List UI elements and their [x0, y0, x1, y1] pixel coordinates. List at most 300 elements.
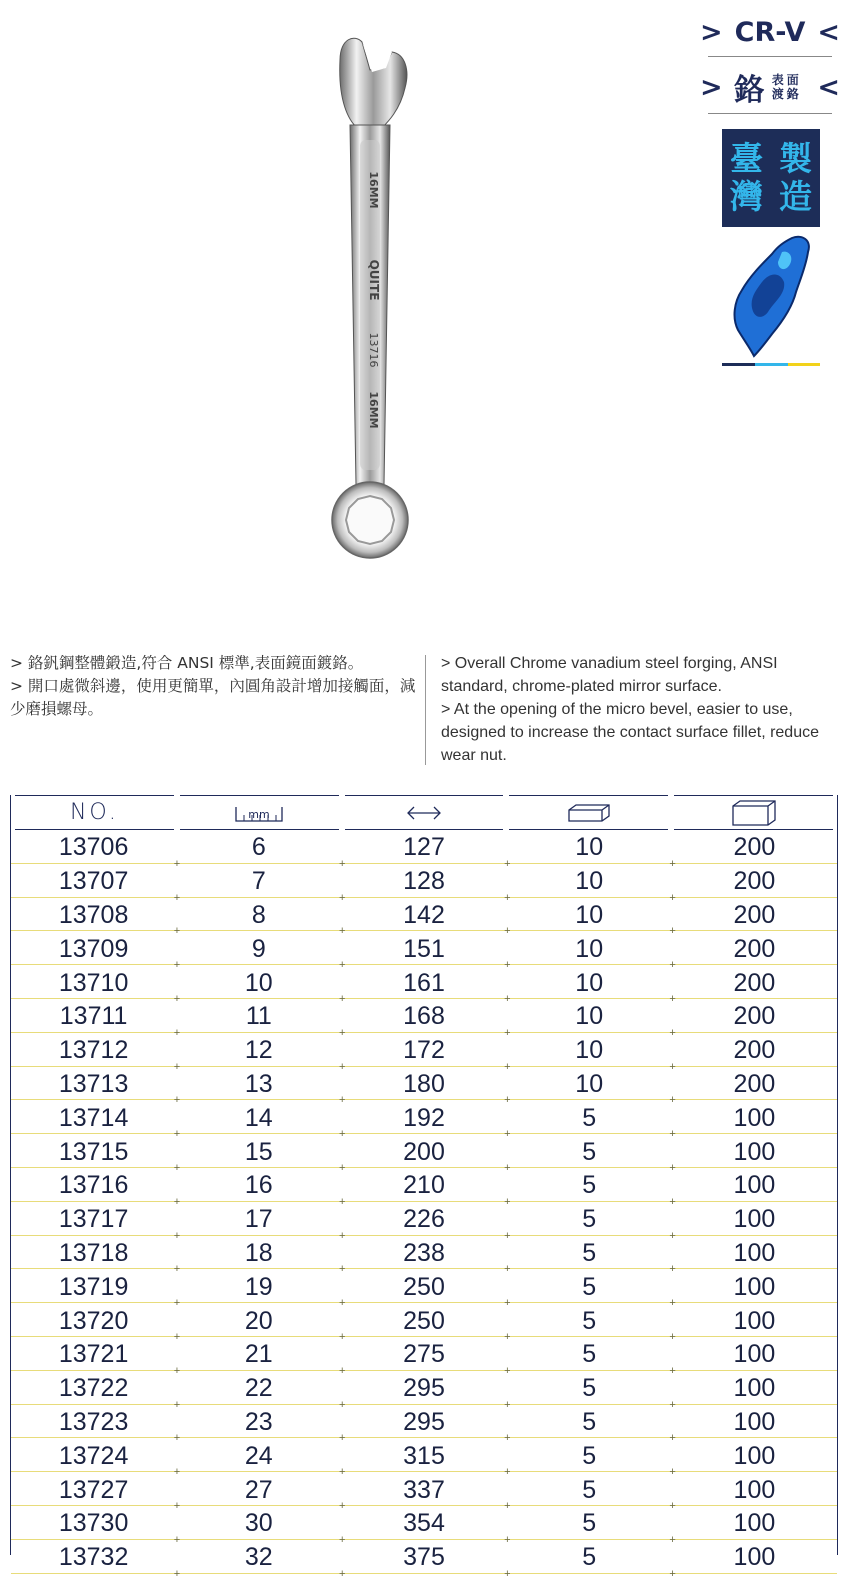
cell-item-number — [11, 1405, 181, 1445]
cell-size-mm — [176, 898, 346, 938]
cell-size-mm — [176, 1134, 346, 1174]
cell-carton-qty — [672, 1405, 837, 1438]
cell-length — [341, 1067, 511, 1107]
cell-length — [341, 1269, 511, 1310]
cell-value: 226 — [403, 1205, 445, 1234]
cell-value: 238 — [403, 1238, 445, 1267]
cell-value: 200 — [733, 1069, 776, 1098]
table-row — [11, 1438, 837, 1479]
cell-value: 354 — [403, 1509, 445, 1538]
cell-carton-qty — [672, 1236, 837, 1269]
grid-plus-mark: + — [669, 1466, 676, 1479]
cell-value: 10 — [575, 968, 604, 997]
cell-length — [341, 1472, 511, 1512]
grid-plus-mark: + — [504, 1499, 511, 1512]
cell-value: 13724 — [58, 1441, 129, 1470]
cell-value: 5 — [582, 1374, 597, 1403]
grid-plus-mark: + — [338, 1263, 346, 1276]
grid-plus-mark: + — [338, 925, 346, 938]
grid-plus-mark: + — [504, 1161, 511, 1174]
grid-plus-mark: + — [669, 857, 676, 870]
cell-size-mm — [176, 1438, 346, 1479]
cell-carton-qty — [672, 1472, 837, 1505]
taiwan-char-2: 製 — [779, 139, 812, 178]
grid-plus-mark: + — [173, 925, 181, 938]
grid-plus-mark: + — [669, 891, 676, 904]
cell-value: 13711 — [59, 1002, 128, 1031]
cell-carton-qty — [672, 1168, 837, 1201]
cell-inner-box-qty — [507, 1405, 676, 1445]
grid-plus-mark: + — [504, 1026, 511, 1039]
cell-value: 13717 — [58, 1205, 129, 1234]
cell-size-mm — [176, 1506, 346, 1546]
table-row — [11, 1540, 837, 1580]
grid-plus-mark: + — [504, 1060, 511, 1073]
cell-value: 5 — [582, 1103, 597, 1132]
wrench-size-marking: 16MM — [367, 171, 380, 209]
grid-plus-mark: + — [669, 1229, 676, 1242]
cell-value: 250 — [403, 1272, 445, 1301]
table-row — [11, 1303, 837, 1343]
cell-size-mm — [176, 1337, 346, 1377]
cell-length — [341, 1337, 511, 1377]
cell-value: 5 — [582, 1407, 597, 1436]
cell-value: 16 — [244, 1171, 273, 1200]
cell-inner-box-qty — [507, 1100, 676, 1141]
grid-plus-mark: + — [173, 1432, 181, 1445]
grid-plus-mark: + — [338, 1533, 346, 1546]
taiwan-char-4: 造 — [779, 177, 812, 216]
cell-inner-box-qty — [507, 931, 676, 972]
cell-value: 13713 — [58, 1069, 129, 1098]
cell-inner-box-qty — [507, 1067, 676, 1107]
cell-value: 210 — [403, 1171, 445, 1200]
grid-plus-mark: + — [173, 1195, 181, 1208]
cell-value: 100 — [733, 1272, 776, 1301]
cell-inner-box-qty — [507, 1269, 676, 1310]
cell-value: 200 — [733, 1036, 776, 1065]
carton-box-icon — [730, 798, 778, 828]
cell-value: 100 — [733, 1205, 776, 1234]
grid-plus-mark: + — [338, 1026, 346, 1039]
cell-length — [341, 1371, 511, 1411]
grid-plus-mark: + — [338, 1094, 346, 1107]
grid-plus-mark: + — [173, 891, 181, 904]
cell-value: 200 — [733, 934, 776, 963]
grid-plus-mark: + — [338, 1060, 346, 1073]
cell-value: 275 — [403, 1340, 445, 1369]
table-row — [11, 1134, 837, 1174]
grid-plus-mark: + — [669, 959, 676, 972]
grid-plus-mark: + — [338, 1364, 346, 1377]
cell-inner-box-qty — [507, 1337, 676, 1377]
cell-inner-box-qty — [507, 1371, 676, 1411]
cell-carton-qty — [672, 898, 837, 931]
description-en-line-2: > At the opening of the micro bevel, easier to use, designed to increase the contact surface fillet, reduce wear nut. — [441, 701, 819, 764]
cell-length — [341, 1100, 511, 1141]
cell-value: 30 — [244, 1509, 273, 1538]
grid-plus-mark: + — [173, 959, 181, 972]
cell-value: 200 — [403, 1137, 445, 1166]
table-row — [11, 1033, 837, 1073]
item-number-label: NO. — [69, 800, 119, 825]
description-en-line-1: > Overall Chrome vanadium steel forging, ANSI standard, chrome-plated mirror surface. — [441, 655, 778, 695]
cell-carton-qty — [672, 1033, 837, 1066]
cell-value: 100 — [733, 1509, 776, 1538]
cell-item-number — [11, 1236, 181, 1276]
header-item-number — [15, 795, 174, 830]
header-size-mm — [180, 795, 339, 830]
grid-plus-mark: + — [504, 1466, 511, 1479]
cell-item-number — [11, 1303, 181, 1343]
cell-inner-box-qty — [507, 1134, 676, 1174]
inner-box-icon — [566, 802, 612, 824]
grid-plus-mark: + — [338, 959, 346, 972]
grid-plus-mark: + — [504, 1432, 511, 1445]
cell-size-mm — [176, 999, 346, 1039]
grid-plus-mark: + — [669, 925, 676, 938]
cell-value: 10 — [244, 968, 273, 997]
cell-length — [341, 1438, 511, 1479]
grid-plus-mark: + — [669, 1330, 676, 1343]
cell-length — [341, 1540, 511, 1580]
grid-plus-mark: + — [669, 1195, 676, 1208]
wrench-code-marking: 13716 — [367, 332, 380, 368]
cell-item-number — [11, 1506, 181, 1546]
cell-value: 200 — [733, 1002, 776, 1031]
grid-plus-mark: + — [173, 1094, 181, 1107]
grid-plus-mark: + — [504, 1128, 511, 1141]
cell-item-number — [11, 1269, 181, 1310]
cell-value: 200 — [733, 900, 776, 929]
table-row — [11, 999, 837, 1039]
cell-value: 10 — [575, 900, 604, 929]
grid-plus-mark: + — [173, 1026, 181, 1039]
cell-length — [341, 864, 511, 904]
cell-value: 100 — [733, 1137, 776, 1166]
grid-plus-mark: + — [669, 1297, 676, 1310]
grid-plus-mark: + — [338, 857, 346, 870]
cell-item-number — [11, 830, 181, 870]
cell-value: 13730 — [58, 1509, 129, 1538]
cell-length — [341, 1506, 511, 1546]
grid-plus-mark: + — [173, 1060, 181, 1073]
grid-plus-mark: + — [173, 1330, 181, 1343]
cell-item-number — [11, 1438, 181, 1479]
cell-value: 13715 — [58, 1137, 129, 1166]
chevron-right-icon: > — [700, 71, 723, 103]
grid-plus-mark: + — [669, 1533, 676, 1546]
cell-value: 17 — [244, 1205, 273, 1234]
description-chinese — [10, 652, 420, 721]
chrome-caption-top: 表面 — [771, 73, 802, 87]
grid-plus-mark: + — [338, 1229, 346, 1242]
cell-carton-qty — [672, 931, 837, 964]
cell-value: 13719 — [58, 1272, 129, 1301]
made-in-taiwan-badge — [722, 129, 820, 227]
cell-value: 5 — [582, 1238, 597, 1267]
cell-value: 13706 — [58, 833, 129, 862]
grid-plus-mark: + — [338, 1398, 346, 1411]
cell-inner-box-qty — [507, 1168, 676, 1208]
table-row — [11, 1371, 837, 1411]
cell-value: 100 — [733, 1340, 776, 1369]
cell-size-mm — [176, 965, 346, 1005]
grid-plus-mark: + — [173, 1161, 181, 1174]
cell-length — [341, 1202, 511, 1242]
cell-value: 5 — [582, 1171, 597, 1200]
cell-value: 13721 — [58, 1340, 129, 1369]
cell-value: 13716 — [58, 1171, 129, 1200]
cell-length — [341, 1033, 511, 1073]
cell-inner-box-qty — [507, 1303, 676, 1343]
grid-plus-mark: + — [338, 992, 346, 1005]
cell-item-number — [11, 1033, 181, 1073]
cell-value: 10 — [575, 867, 604, 896]
cell-item-number — [11, 1472, 181, 1512]
grid-plus-mark: + — [173, 1499, 181, 1512]
cell-value: 375 — [403, 1543, 445, 1572]
cell-length — [341, 1168, 511, 1208]
table-row — [11, 1269, 837, 1310]
table-row — [11, 864, 837, 904]
cell-item-number — [11, 1371, 181, 1411]
cell-carton-qty — [672, 1134, 837, 1167]
cell-value: 7 — [251, 867, 266, 896]
chrome-plated-badge — [700, 62, 840, 112]
grid-plus-mark: + — [669, 1567, 676, 1580]
table-row — [11, 1472, 837, 1512]
cell-carton-qty — [672, 864, 837, 897]
cell-value: 14 — [244, 1103, 273, 1132]
cell-value: 5 — [582, 1509, 597, 1538]
grid-plus-mark: + — [504, 959, 511, 972]
cell-value: 100 — [733, 1238, 776, 1267]
grid-plus-mark: + — [173, 1567, 181, 1580]
cell-size-mm — [176, 1100, 346, 1141]
cell-value: 200 — [733, 867, 776, 896]
cell-value: 315 — [403, 1441, 445, 1470]
grid-plus-mark: + — [669, 1499, 676, 1512]
grid-plus-mark: + — [504, 1533, 511, 1546]
cell-value: 100 — [733, 1543, 776, 1572]
cell-item-number — [11, 965, 181, 1005]
cell-item-number — [11, 1134, 181, 1174]
cell-value: 11 — [245, 1002, 272, 1031]
cell-length — [341, 1134, 511, 1174]
cell-carton-qty — [672, 1100, 837, 1133]
grid-plus-mark: + — [669, 1398, 676, 1411]
cell-value: 100 — [733, 1441, 776, 1470]
grid-plus-mark: + — [669, 992, 676, 1005]
cell-value: 5 — [582, 1340, 597, 1369]
cell-inner-box-qty — [507, 1540, 676, 1580]
grid-plus-mark: + — [504, 891, 511, 904]
cell-carton-qty — [672, 999, 837, 1032]
grid-plus-mark: + — [504, 1330, 511, 1343]
cell-value: 100 — [733, 1306, 776, 1335]
grid-plus-mark: + — [173, 1263, 181, 1276]
cell-inner-box-qty — [507, 1033, 676, 1073]
cell-item-number — [11, 1540, 181, 1580]
cell-size-mm — [176, 830, 346, 870]
table-row — [11, 965, 837, 1005]
cell-carton-qty — [672, 965, 837, 998]
wrench-size-marking-2: 16MM — [367, 391, 380, 429]
table-row — [11, 1202, 837, 1242]
cell-value: 6 — [251, 833, 266, 862]
wrench-brand-marking: QUITE — [367, 259, 381, 301]
cell-size-mm — [176, 1269, 346, 1310]
cell-value: 15 — [244, 1137, 273, 1166]
grid-plus-mark: + — [669, 1128, 676, 1141]
cell-length — [341, 898, 511, 938]
cell-carton-qty — [672, 830, 837, 863]
cell-length — [341, 1236, 511, 1276]
cell-length — [341, 999, 511, 1039]
grid-plus-mark: + — [338, 1128, 346, 1141]
grid-plus-mark: + — [504, 992, 511, 1005]
table-row — [11, 1067, 837, 1107]
cell-value: 192 — [403, 1103, 445, 1132]
cell-length — [341, 931, 511, 972]
cell-size-mm — [176, 1303, 346, 1343]
grid-plus-mark: + — [338, 1195, 346, 1208]
cell-value: 5 — [582, 1272, 597, 1301]
cell-item-number — [11, 1202, 181, 1242]
cell-value: 23 — [244, 1407, 273, 1436]
cell-size-mm — [176, 1168, 346, 1208]
cell-value: 10 — [575, 1002, 604, 1031]
cell-value: 151 — [403, 934, 445, 963]
cell-value: 100 — [733, 1374, 776, 1403]
cell-inner-box-qty — [507, 1202, 676, 1242]
grid-plus-mark: + — [669, 1060, 676, 1073]
cell-value: 128 — [403, 867, 445, 896]
cell-length — [341, 1405, 511, 1445]
svg-text:mm: mm — [248, 807, 270, 821]
cell-value: 5 — [582, 1543, 597, 1572]
table-row — [11, 1506, 837, 1546]
cell-value: 27 — [244, 1475, 273, 1504]
grid-plus-mark: + — [504, 1398, 511, 1411]
grid-plus-mark: + — [504, 1229, 511, 1242]
cell-value: 161 — [403, 968, 445, 997]
combination-wrench-image — [300, 30, 440, 570]
cell-inner-box-qty — [507, 999, 676, 1039]
cell-item-number — [11, 1100, 181, 1141]
grid-plus-mark: + — [173, 1398, 181, 1411]
table-row — [11, 830, 837, 870]
grid-plus-mark: + — [173, 1364, 181, 1377]
cell-value: 9 — [251, 934, 266, 963]
cell-value: 100 — [733, 1407, 776, 1436]
cell-carton-qty — [672, 1067, 837, 1100]
cell-size-mm — [176, 1371, 346, 1411]
cell-value: 22 — [244, 1374, 273, 1403]
chevron-right-icon: > — [700, 16, 723, 48]
taiwan-char-1: 臺 — [730, 139, 763, 178]
grid-plus-mark: + — [338, 1297, 346, 1310]
cell-inner-box-qty — [507, 965, 676, 1005]
cell-item-number — [11, 999, 181, 1039]
grid-plus-mark: + — [338, 1466, 346, 1479]
cell-value: 5 — [582, 1306, 597, 1335]
cell-length — [341, 1303, 511, 1343]
cell-value: 142 — [403, 900, 445, 929]
cell-value: 337 — [403, 1475, 445, 1504]
chevron-left-icon: < — [817, 16, 840, 48]
cell-size-mm — [176, 864, 346, 904]
cell-value: 10 — [575, 833, 604, 862]
cell-inner-box-qty — [507, 898, 676, 938]
table-row — [11, 931, 837, 972]
cell-inner-box-qty — [507, 830, 676, 870]
table-row — [11, 1236, 837, 1276]
cell-inner-box-qty — [507, 1472, 676, 1512]
grid-plus-mark: + — [338, 1567, 346, 1580]
cell-value: 5 — [582, 1475, 597, 1504]
cell-value: 13714 — [58, 1103, 129, 1132]
cell-value: 200 — [733, 968, 776, 997]
cell-carton-qty — [672, 1371, 837, 1404]
grid-plus-mark: + — [504, 1567, 511, 1580]
cell-carton-qty — [672, 1438, 837, 1471]
cell-value: 127 — [403, 833, 445, 862]
cell-carton-qty — [672, 1202, 837, 1235]
cell-value: 168 — [403, 1002, 445, 1031]
cell-item-number — [11, 1067, 181, 1107]
cell-value: 13723 — [58, 1407, 129, 1436]
cell-size-mm — [176, 1067, 346, 1107]
crv-badge — [700, 10, 840, 54]
table-body — [11, 830, 837, 1580]
chrome-caption — [772, 73, 806, 101]
cell-value: 13708 — [58, 900, 129, 929]
grid-plus-mark: + — [504, 1364, 511, 1377]
grid-plus-mark: + — [173, 1128, 181, 1141]
cell-value: 13 — [244, 1069, 273, 1098]
cell-inner-box-qty — [507, 1438, 676, 1479]
taiwan-map-icon — [722, 232, 820, 370]
cell-value: 32 — [244, 1543, 273, 1572]
grid-plus-mark: + — [504, 1263, 511, 1276]
cell-inner-box-qty — [507, 1506, 676, 1546]
grid-plus-mark: + — [173, 1229, 181, 1242]
cell-value: 13732 — [58, 1543, 129, 1572]
mm-ruler-icon — [234, 803, 284, 823]
grid-plus-mark: + — [669, 1161, 676, 1174]
grid-plus-mark: + — [669, 1432, 676, 1445]
grid-plus-mark: + — [669, 1026, 676, 1039]
cell-value: 100 — [733, 1171, 776, 1200]
header-inner-box — [509, 795, 668, 830]
cell-item-number — [11, 1337, 181, 1377]
taiwan-char-3: 灣 — [730, 177, 763, 216]
cell-item-number — [11, 864, 181, 904]
cell-value: 200 — [733, 833, 776, 862]
cell-length — [341, 830, 511, 870]
grid-plus-mark: + — [173, 1297, 181, 1310]
grid-plus-mark: + — [669, 1094, 676, 1107]
table-header — [11, 795, 837, 830]
cell-inner-box-qty — [507, 1236, 676, 1276]
grid-plus-mark: + — [338, 1432, 346, 1445]
cell-value: 180 — [403, 1069, 445, 1098]
header-carton — [674, 795, 833, 830]
description-divider — [425, 655, 426, 765]
cell-value: 13712 — [58, 1036, 129, 1065]
